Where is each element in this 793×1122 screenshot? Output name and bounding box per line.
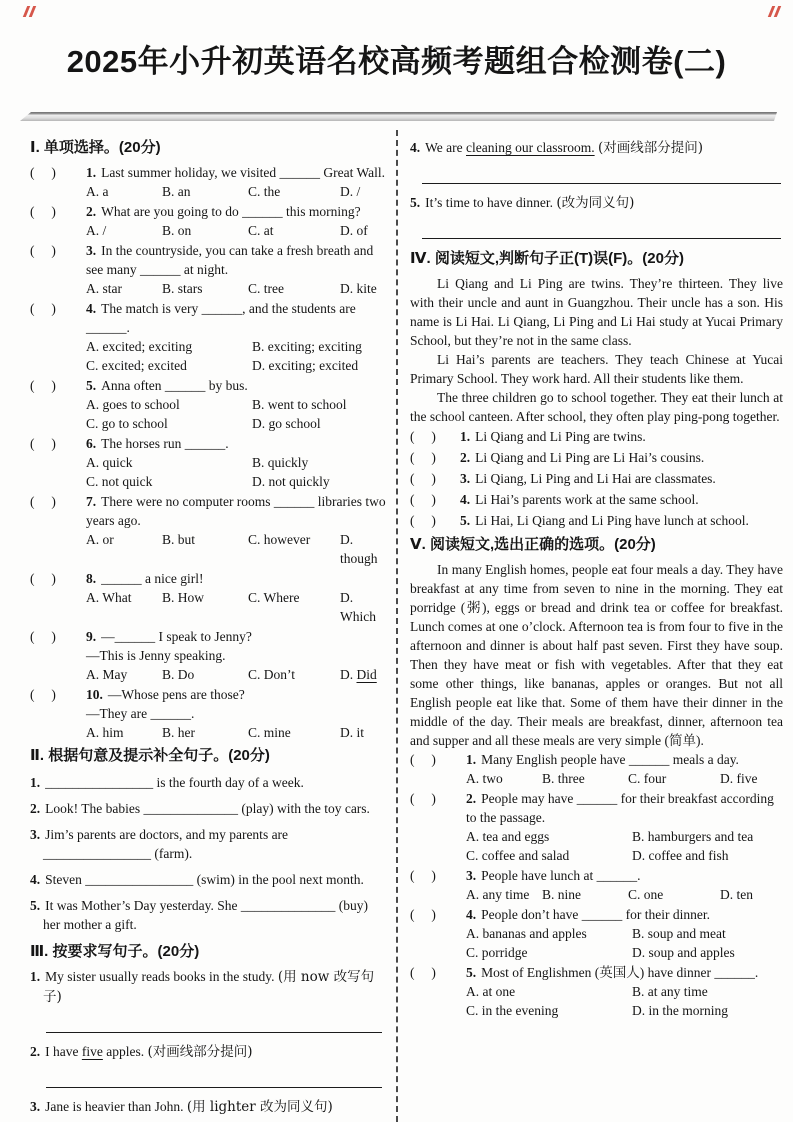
question-number: 10. <box>86 687 103 702</box>
true-false-item-1 <box>410 426 783 447</box>
question-body <box>86 492 388 530</box>
option-d <box>340 665 388 684</box>
option-d: D. not quickly <box>252 474 330 489</box>
option-d: D. of <box>340 223 368 238</box>
question-body <box>466 905 783 924</box>
item-number: 5. <box>30 898 41 913</box>
rewrite-item-2 <box>30 1042 388 1062</box>
true-false-item-5 <box>410 510 783 531</box>
question-stem: ______ a nice girl! <box>101 571 204 586</box>
item-text: It’s time to have dinner. <box>425 195 557 210</box>
item-number: 2. <box>30 1044 41 1059</box>
question-stem: What are you going to do ______ this morning? <box>101 204 361 219</box>
question-body <box>86 627 388 665</box>
answer-paren: ( ) <box>30 301 56 316</box>
option-c: C. porridge <box>466 945 528 960</box>
item-number: 5. <box>410 195 421 210</box>
question-number: 4. <box>466 907 477 922</box>
question-stem: Last summer holiday, we visited ______ Great Wall. <box>101 165 385 180</box>
answer-paren: ( ) <box>410 907 436 922</box>
question-body <box>86 163 388 182</box>
option-c: C. the <box>248 184 281 199</box>
answer-line <box>422 238 781 239</box>
question-body <box>86 434 388 453</box>
question-number: 1. <box>86 165 97 180</box>
corner-mark-left <box>25 6 33 18</box>
section-5-heading: Ⅴ. 阅读短文,选出正确的选项。(20分) <box>410 536 656 553</box>
option-b: B. soup and meat <box>632 926 726 941</box>
question-number: 5. <box>466 965 477 980</box>
answer-line <box>46 1032 382 1033</box>
passage-paragraph: Li Qiang and Li Ping are twins. They’re thirteen. They live with their uncle and aunt in Guangzhou. Their uncle has a son. His name is Li Hai. Li Qiang, Li Ping and Li Hai study at Yucai Primary School, but they’re not in the same class. <box>410 276 783 348</box>
option-d: D. soup and apples <box>632 945 735 960</box>
option-d: D. ten <box>720 887 753 902</box>
question-body <box>86 376 388 395</box>
exam-title: 2025年小升初英语名校高频考题组合检测卷(二) <box>66 44 727 79</box>
option-b: B. How <box>162 590 205 605</box>
option-a: A. any time <box>466 887 530 902</box>
question-stem: The horses run ______. <box>101 436 229 451</box>
option-d: D. / <box>340 184 361 199</box>
option-a: A. / <box>86 223 107 238</box>
question-stem: People may have ______ for their breakfast according to the passage. <box>466 791 774 825</box>
item-text: We are <box>425 140 467 155</box>
option-a: A. excited; exciting <box>86 339 193 354</box>
mcq-question-8 <box>30 569 388 626</box>
question-stem: In the countryside, you can take a fresh breath and see many ______ at night. <box>86 243 374 277</box>
question-number: 7. <box>86 494 97 509</box>
option-b: B. stars <box>162 281 203 296</box>
left-column <box>0 130 396 1122</box>
answer-paren: ( ) <box>30 378 56 393</box>
item-number: 5. <box>460 513 471 528</box>
option-b: B. quickly <box>252 455 309 470</box>
option-d: D. go school <box>252 416 321 431</box>
mcq-question-2 <box>30 202 388 240</box>
option-b: B. on <box>162 223 192 238</box>
answer-paren: ( ) <box>410 450 436 465</box>
mcq-question-3 <box>30 241 388 298</box>
mcq-question-6 <box>30 434 388 491</box>
true-false-item-3 <box>410 468 783 489</box>
option-a: A. at one <box>466 984 516 999</box>
option-c: C. in the evening <box>466 1003 559 1018</box>
option-b: B. exciting; exciting <box>252 339 362 354</box>
option-d: D. Which <box>340 590 376 624</box>
item-number: 3. <box>30 1099 41 1114</box>
option-a: A. tea and eggs <box>466 829 550 844</box>
item-text: apples. <box>102 1044 148 1059</box>
question-number: 9. <box>86 629 97 644</box>
fill-item-3 <box>30 825 388 863</box>
option-d-label: D. <box>340 667 357 682</box>
option-a: A. goes to school <box>86 397 180 412</box>
true-false-item-2 <box>410 447 783 468</box>
section-4-heading: Ⅳ. 阅读短文,判断句子正(T)误(F)。(20分) <box>410 250 684 267</box>
option-c: C. one <box>628 887 664 902</box>
question-number: 2. <box>466 791 477 806</box>
option-a: A. him <box>86 725 124 740</box>
option-d-underlined: Did <box>356 667 377 682</box>
item-text: ________________ is the fourth day of a week. <box>45 775 304 790</box>
question-body <box>86 202 388 221</box>
option-a: A. or <box>86 532 114 547</box>
rewrite-item-1 <box>30 967 388 1007</box>
instruction-note: (对画线部分提问) <box>147 1044 253 1060</box>
fill-item-5 <box>30 896 388 934</box>
item-number: 4. <box>30 872 41 887</box>
option-a: A. star <box>86 281 122 296</box>
question-stem: There were no computer rooms ______ libraries two years ago. <box>86 494 386 528</box>
item-text: Look! The babies ______________ (play) with the toy cars. <box>45 801 370 816</box>
answer-paren: ( ) <box>30 204 56 219</box>
option-c: C. coffee and salad <box>466 848 570 863</box>
answer-line <box>46 1087 382 1088</box>
option-b: B. went to school <box>252 397 347 412</box>
rewrite-item-4 <box>410 138 783 158</box>
passage-paragraph: The three children go to school together. They eat their lunch at the school canteen. After school, they often play ping-pong together. <box>410 390 783 424</box>
question-stem: —______ I speak to Jenny? <box>101 629 252 644</box>
right-column <box>396 130 793 1122</box>
item-number: 1. <box>460 429 471 444</box>
item-number: 1. <box>30 775 41 790</box>
question-stem: People don’t have ______ for their dinner. <box>481 907 710 922</box>
answer-paren: ( ) <box>410 752 436 767</box>
option-b: B. her <box>162 725 195 740</box>
option-c: C. excited; excited <box>86 358 187 373</box>
item-text: My sister usually reads books in the study. <box>45 969 278 984</box>
mcq-question-1 <box>30 163 388 201</box>
answer-paren: ( ) <box>410 868 436 883</box>
answer-paren: ( ) <box>410 492 436 507</box>
option-b: B. hamburgers and tea <box>632 829 754 844</box>
passage-paragraph: In many English homes, people eat four meals a day. They have breakfast at any time from seven to nine in the morning. They eat porridge (粥), eggs or bread and drink tea or coffee for breakfast. Lunch comes at one o’clock. Afternoon tea is from four to five in the afternoon and dinner is about half past seven. First they have soup. Then they have meat or fish with vegetables. After that they eat some other things, like bananas, apples or oranges. But not all English people eat like that. Some of them have their dinner in the middle of the day. Their meals are breakfast, dinner, afternoon tea and supper and all these meals are very simple (简单). <box>410 562 783 748</box>
mcq-question-4 <box>30 299 388 375</box>
option-a: A. What <box>86 590 132 605</box>
question-body <box>466 963 783 982</box>
answer-paren: ( ) <box>410 429 436 444</box>
option-c: C. Where <box>248 590 300 605</box>
option-b: B. but <box>162 532 196 547</box>
statement-text: Li Hai, Li Qiang and Li Ping have lunch at school. <box>475 513 749 528</box>
answer-paren: ( ) <box>30 687 56 702</box>
question-body <box>86 241 388 279</box>
answer-paren: ( ) <box>30 494 56 509</box>
mcq-question-5 <box>30 376 388 433</box>
ribbon-rule <box>20 112 777 121</box>
fill-item-1 <box>30 773 388 792</box>
reading-question-5 <box>410 963 783 1020</box>
question-number: 4. <box>86 301 97 316</box>
section-1-heading: Ⅰ. 单项选择。(20分) <box>30 139 161 156</box>
statement-text: Li Hai’s parents work at the same school. <box>475 492 699 507</box>
question-stem-line2: —This is Jenny speaking. <box>86 648 226 663</box>
answer-line <box>422 183 781 184</box>
option-d: D. it <box>340 725 365 740</box>
instruction-note: (对画线部分提问) <box>597 140 704 156</box>
question-number: 8. <box>86 571 97 586</box>
question-stem: The match is very ______, and the students are ______. <box>86 301 356 335</box>
statement-text: Li Qiang and Li Ping are twins. <box>475 429 646 444</box>
instruction-note: (用 lighter 改为同义句) <box>186 1099 333 1115</box>
option-a: A. two <box>466 771 503 786</box>
answer-paren: ( ) <box>30 436 56 451</box>
item-number: 3. <box>30 827 41 842</box>
item-number: 2. <box>460 450 471 465</box>
option-c: C. Don’t <box>248 667 296 682</box>
answer-paren: ( ) <box>410 471 436 486</box>
mcq-question-7 <box>30 492 388 568</box>
passage-paragraph: Li Hai’s parents are teachers. They teach Chinese at Yucai Primary School. They work hard. All their students like them. <box>410 352 783 386</box>
option-c: C. not quick <box>86 474 153 489</box>
item-number: 2. <box>30 801 41 816</box>
statement-text: Li Qiang, Li Ping and Li Hai are classmates. <box>475 471 716 486</box>
underlined-part: cleaning our classroom. <box>466 140 595 155</box>
corner-mark-right <box>770 6 778 18</box>
question-number: 3. <box>86 243 97 258</box>
question-body <box>86 685 388 723</box>
question-body <box>466 750 783 769</box>
question-stem: Most of Englishmen (英国人) have dinner ______. <box>481 965 759 980</box>
option-b: B. Do <box>162 667 195 682</box>
item-text: Steven ________________ (swim) in the pool next month. <box>45 872 364 887</box>
question-stem-line2: —They are ______. <box>86 706 195 721</box>
answer-paren: ( ) <box>410 513 436 528</box>
option-d: D. exciting; excited <box>252 358 359 373</box>
option-d: D. kite <box>340 281 377 296</box>
item-text: Jim’s parents are doctors, and my parents are ________________ (farm). <box>43 827 289 861</box>
section-3-heading: Ⅲ. 按要求写句子。(20分) <box>30 943 200 960</box>
reading-question-1 <box>410 750 783 788</box>
fill-item-2 <box>30 799 388 818</box>
answer-paren: ( ) <box>30 571 56 586</box>
question-body <box>86 299 388 337</box>
question-stem: —Whose pens are those? <box>107 687 245 702</box>
instruction-note: (用 now 改写句子) <box>43 969 375 1005</box>
option-a: A. a <box>86 184 109 199</box>
option-b: B. at any time <box>632 984 708 999</box>
question-stem: People have lunch at ______. <box>481 868 641 883</box>
option-a: A. May <box>86 667 128 682</box>
instruction-note: (改为同义句) <box>556 195 635 211</box>
question-body <box>466 789 783 827</box>
reading-question-4 <box>410 905 783 962</box>
question-body <box>466 866 783 885</box>
rewrite-item-5 <box>410 193 783 213</box>
mcq-question-9 <box>30 627 388 684</box>
option-b: B. an <box>162 184 191 199</box>
option-a: A. quick <box>86 455 133 470</box>
mcq-question-10 <box>30 685 388 742</box>
option-b: B. nine <box>542 887 581 902</box>
item-number: 4. <box>410 140 421 155</box>
option-c: C. at <box>248 223 274 238</box>
question-number: 2. <box>86 204 97 219</box>
answer-paren: ( ) <box>410 791 436 806</box>
reading-question-3 <box>410 866 783 904</box>
item-text: Jane is heavier than John. <box>45 1099 187 1114</box>
question-stem: Anna often ______ by bus. <box>101 378 248 393</box>
item-number: 4. <box>460 492 471 507</box>
answer-paren: ( ) <box>30 165 56 180</box>
fill-item-4 <box>30 870 388 889</box>
question-stem: Many English people have ______ meals a day. <box>481 752 739 767</box>
true-false-item-4 <box>410 489 783 510</box>
question-number: 6. <box>86 436 97 451</box>
option-c: C. tree <box>248 281 284 296</box>
question-body <box>86 569 388 588</box>
section-2-heading: Ⅱ. 根据句意及提示补全句子。(20分) <box>30 747 270 764</box>
rewrite-item-3 <box>30 1097 388 1117</box>
item-number: 1. <box>30 969 41 984</box>
option-c: C. however <box>248 532 311 547</box>
option-d: D. coffee and fish <box>632 848 729 863</box>
option-a: A. bananas and apples <box>466 926 587 941</box>
option-d: D. though <box>340 532 378 566</box>
two-column-body <box>0 130 793 1122</box>
answer-paren: ( ) <box>410 965 436 980</box>
underlined-part: five <box>81 1044 103 1059</box>
question-number: 3. <box>466 868 477 883</box>
option-d: D. in the morning <box>632 1003 728 1018</box>
option-c: C. mine <box>248 725 291 740</box>
option-c: C. go to school <box>86 416 168 431</box>
option-b: B. three <box>542 771 585 786</box>
option-d: D. five <box>720 771 758 786</box>
statement-text: Li Qiang and Li Ping are Li Hai’s cousins. <box>475 450 705 465</box>
answer-paren: ( ) <box>30 243 56 258</box>
question-number: 1. <box>466 752 477 767</box>
item-text: It was Mother’s Day yesterday. She ______________ (buy) her mother a gift. <box>43 898 368 932</box>
reading-question-2 <box>410 789 783 865</box>
option-c: C. four <box>628 771 667 786</box>
item-text: I have <box>45 1044 82 1059</box>
question-number: 5. <box>86 378 97 393</box>
item-number: 3. <box>460 471 471 486</box>
answer-paren: ( ) <box>30 629 56 644</box>
